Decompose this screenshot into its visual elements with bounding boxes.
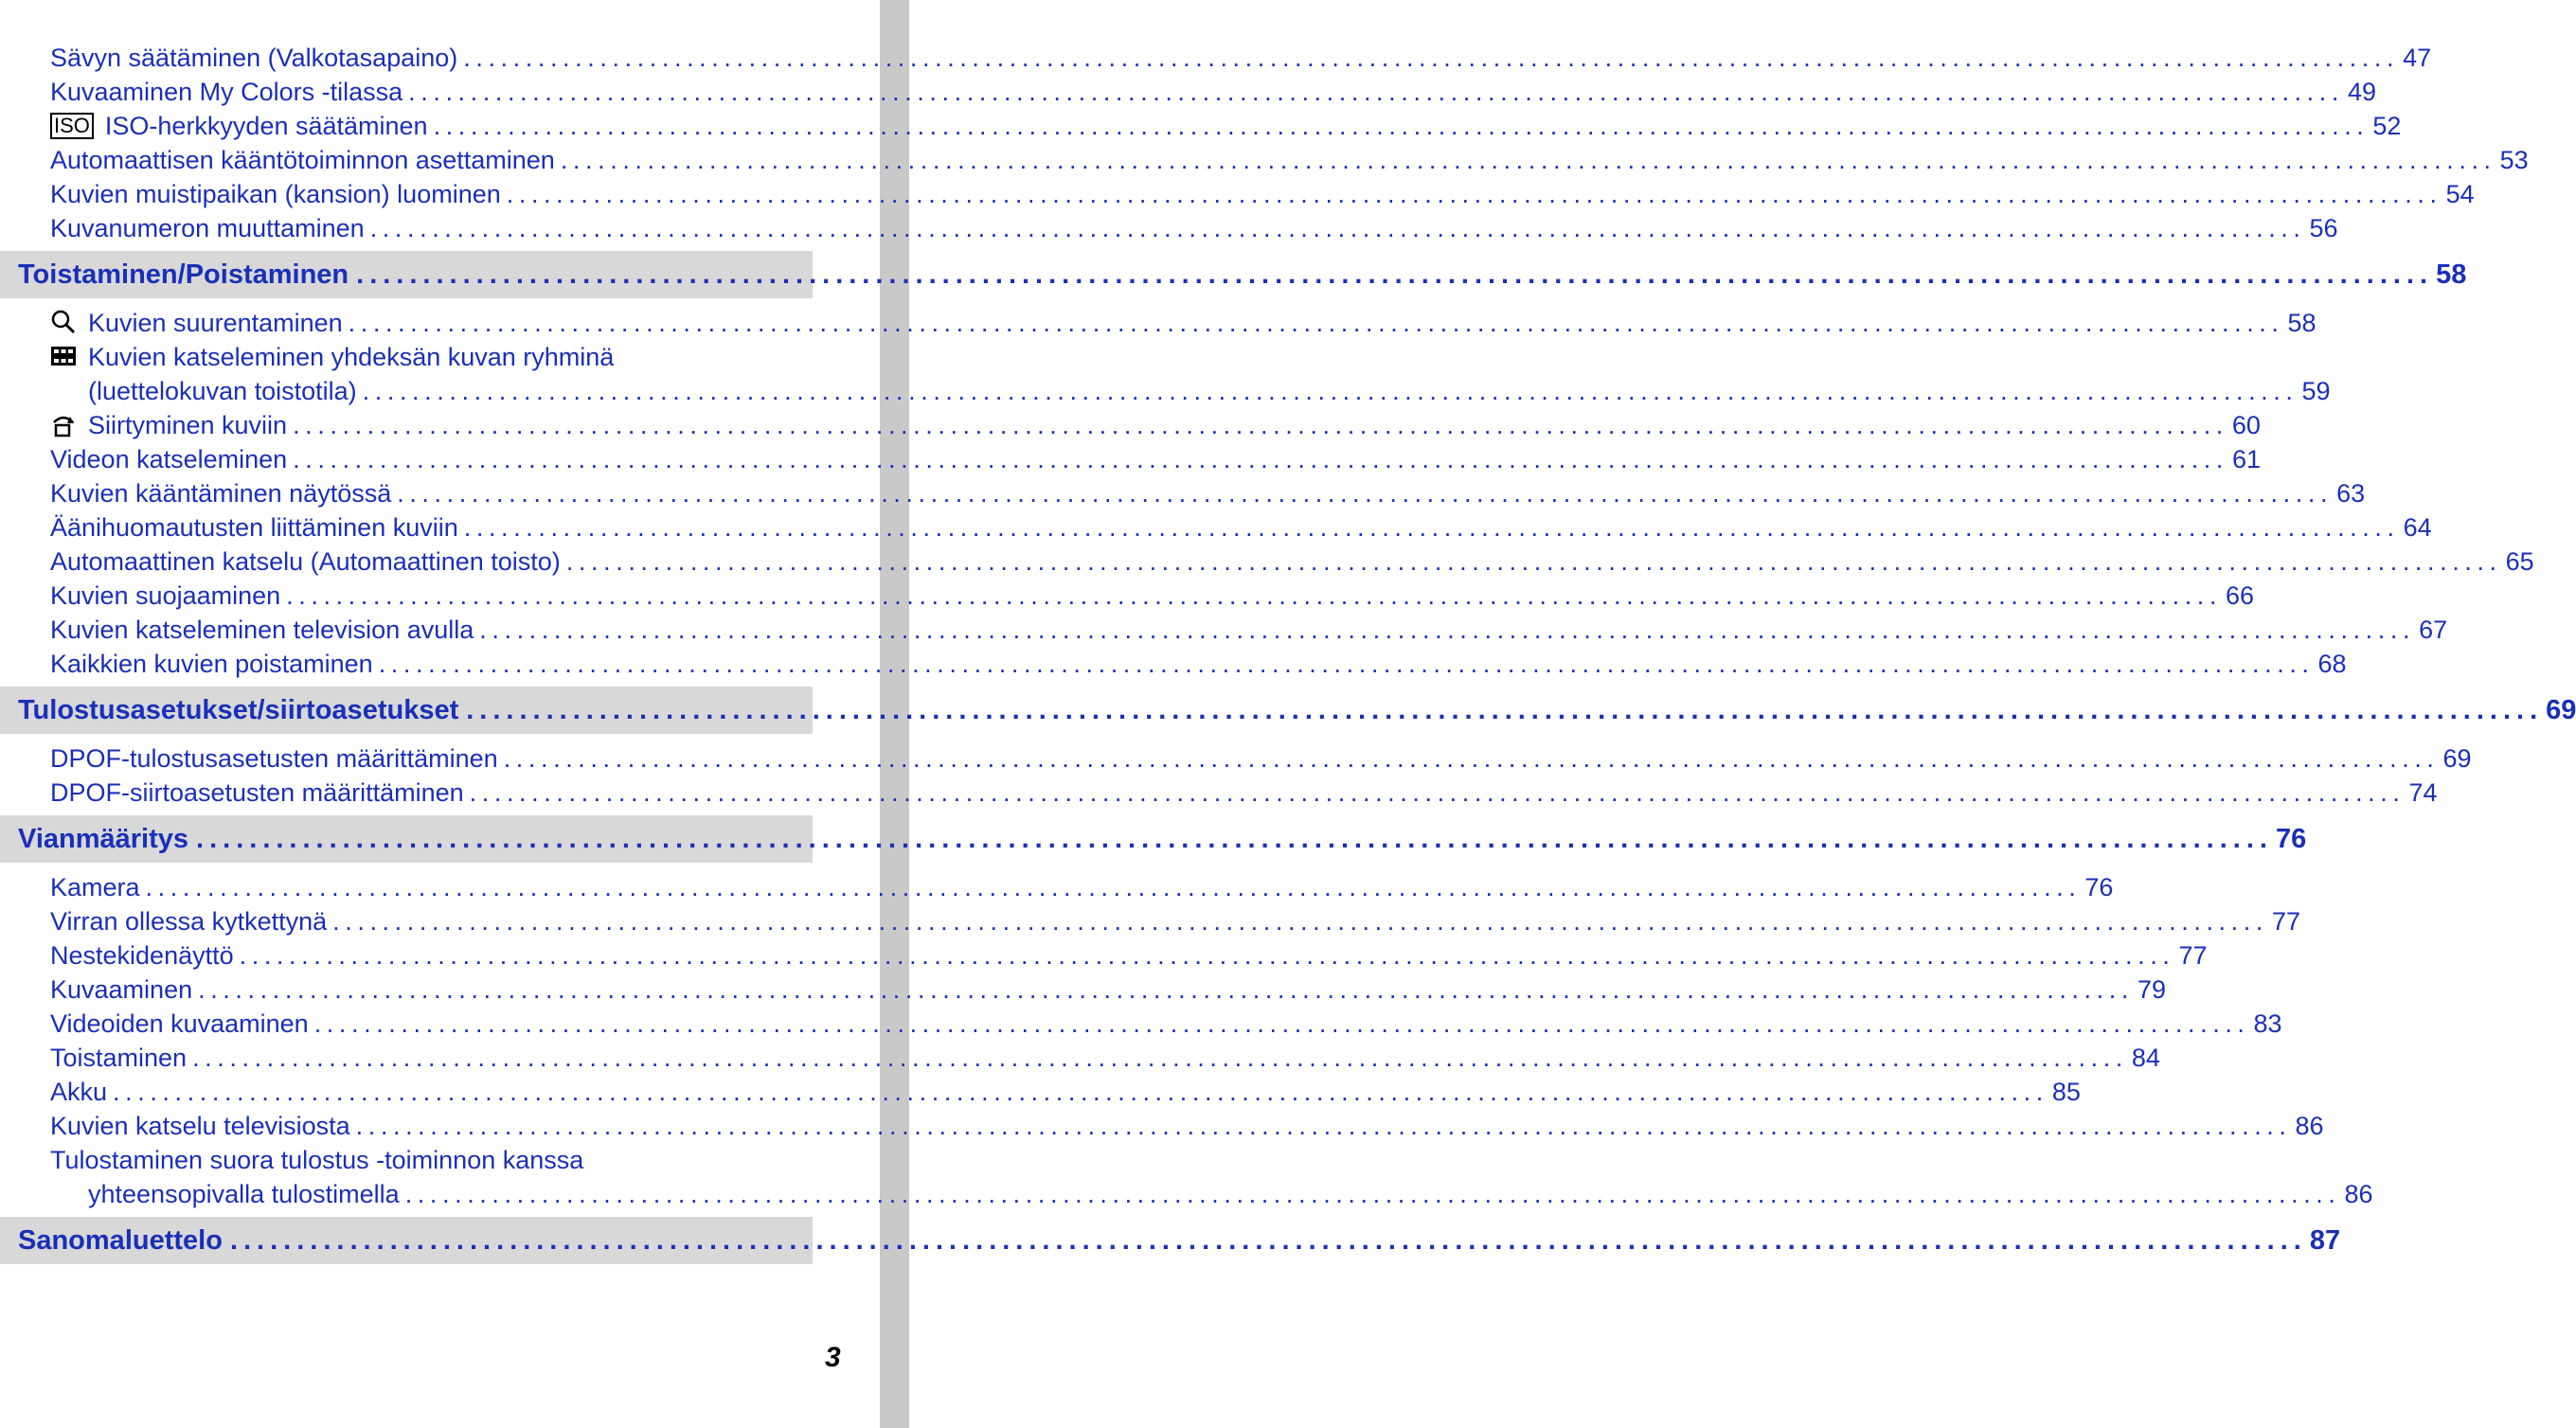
toc-entry-sound-memo[interactable]: Äänihuomautusten liittäminen kuviin ............................................................................................................................................................ 64: [50, 513, 2432, 542]
toc-entry-index-playback[interactable]: Kuvien katseleminen yhdeksän kuvan ryhminä: [0, 340, 813, 374]
toc-section-print-transfer[interactable]: Tulostusasetukset/siirtoasetukset ............................................................................................................................................................ 69: [0, 687, 813, 734]
toc-entry-iso-speed[interactable]: ISO ISO-herkkyyden säätäminen ............................................................................................................................................................ 52: [0, 109, 813, 143]
toc-entry-auto-rotate[interactable]: Automaattisen kääntötoiminnon asettaminen ............................................................................................................................................................ 53: [50, 146, 2529, 174]
toc-entry-power-on[interactable]: Virran ollessa kytkettynä ............................................................................................................................................................ 77: [50, 907, 2301, 936]
toc-entry-direct-print[interactable]: Tulostaminen suora tulostus -toiminnon kanssa: [50, 1146, 584, 1174]
page-number: 3: [825, 1342, 841, 1373]
index-grid-icon: [50, 343, 77, 369]
toc-section-playback-erasing[interactable]: Toistaminen/Poistaminen ............................................................................................................................................................ 58: [0, 251, 813, 298]
toc-entry-lcd[interactable]: Nestekidenäyttö ............................................................................................................................................................ 77: [50, 941, 2208, 970]
toc-entry-protect[interactable]: Kuvien suojaaminen ............................................................................................................................................................ 66: [50, 581, 2255, 610]
toc-entry-movie-shooting[interactable]: Videoiden kuvaaminen ............................................................................................................................................................ 83: [50, 1009, 2282, 1038]
toc-entry-tv-view[interactable]: Kuvien katseleminen television avulla ............................................................................................................................................................ 67: [50, 616, 2448, 644]
toc-entry-camera[interactable]: Kamera ............................................................................................................................................................ 76: [50, 873, 2114, 901]
toc-entry-index-playback-cont[interactable]: (luettelokuvan toistotila) ............................................................................................................................................................ 59: [88, 377, 2331, 405]
toc-entry-battery[interactable]: Akku ............................................................................................................................................................ 85: [50, 1078, 2081, 1106]
toc-entry-jump[interactable]: Siirtyminen kuviin ............................................................................................................................................................ 60: [0, 408, 813, 442]
toc-entry-erase-all[interactable]: Kaikkien kuvien poistaminen ............................................................................................................................................................ 68: [50, 650, 2347, 678]
toc-section-troubleshooting[interactable]: Vianmääritys ............................................................................................................................................................ 76: [0, 815, 813, 863]
toc-entry-direct-print-cont[interactable]: yhteensopivalla tulostimella ............................................................................................................................................................ 86: [88, 1180, 2373, 1208]
toc-entry-movie-view[interactable]: Videon katseleminen ............................................................................................................................................................ 61: [50, 445, 2262, 473]
toc-entry-my-colors[interactable]: Kuvaaminen My Colors -tilassa ............................................................................................................................................................ 49: [50, 78, 2377, 106]
toc-entry-file-numbering[interactable]: Kuvanumeron muuttaminen ............................................................................................................................................................ 56: [50, 214, 2338, 242]
table-of-contents: [0, 41, 2576, 1272]
toc-entry-magnify[interactable]: Kuvien suurentaminen ............................................................................................................................................................ 58: [0, 306, 813, 340]
toc-entry-playback[interactable]: Toistaminen ............................................................................................................................................................ 84: [50, 1044, 2160, 1072]
toc-entry-white-balance[interactable]: Sävyn säätäminen (Valkotasapaino) ............................................................................................................................................................ 47: [50, 44, 2432, 72]
toc-entry-slide-show[interactable]: Automaattinen katselu (Automaattinen toisto) ............................................................................................................................................................ 65: [50, 547, 2534, 576]
toc-entry-rotate[interactable]: Kuvien kääntäminen näytössä ............................................................................................................................................................ 63: [50, 479, 2366, 508]
toc-section-messages[interactable]: Sanomaluettelo ............................................................................................................................................................ 87: [0, 1217, 813, 1264]
toc-entry-create-folder[interactable]: Kuvien muistipaikan (kansion) luominen ............................................................................................................................................................ 54: [50, 180, 2475, 208]
toc-entry-tv-display[interactable]: Kuvien katselu televisiosta ............................................................................................................................................................ 86: [50, 1112, 2324, 1140]
toc-entry-dpof-transfer[interactable]: DPOF-siirtoasetusten määrittäminen ............................................................................................................................................................ 74: [50, 778, 2438, 807]
magnifier-icon: [50, 309, 77, 335]
iso-icon: ISO: [50, 113, 94, 139]
jump-icon: [50, 411, 77, 437]
toc-entry-shooting[interactable]: Kuvaaminen ............................................................................................................................................................ 79: [50, 975, 2166, 1004]
toc-entry-dpof-print[interactable]: DPOF-tulostusasetusten määrittäminen ............................................................................................................................................................ 69: [50, 744, 2472, 773]
